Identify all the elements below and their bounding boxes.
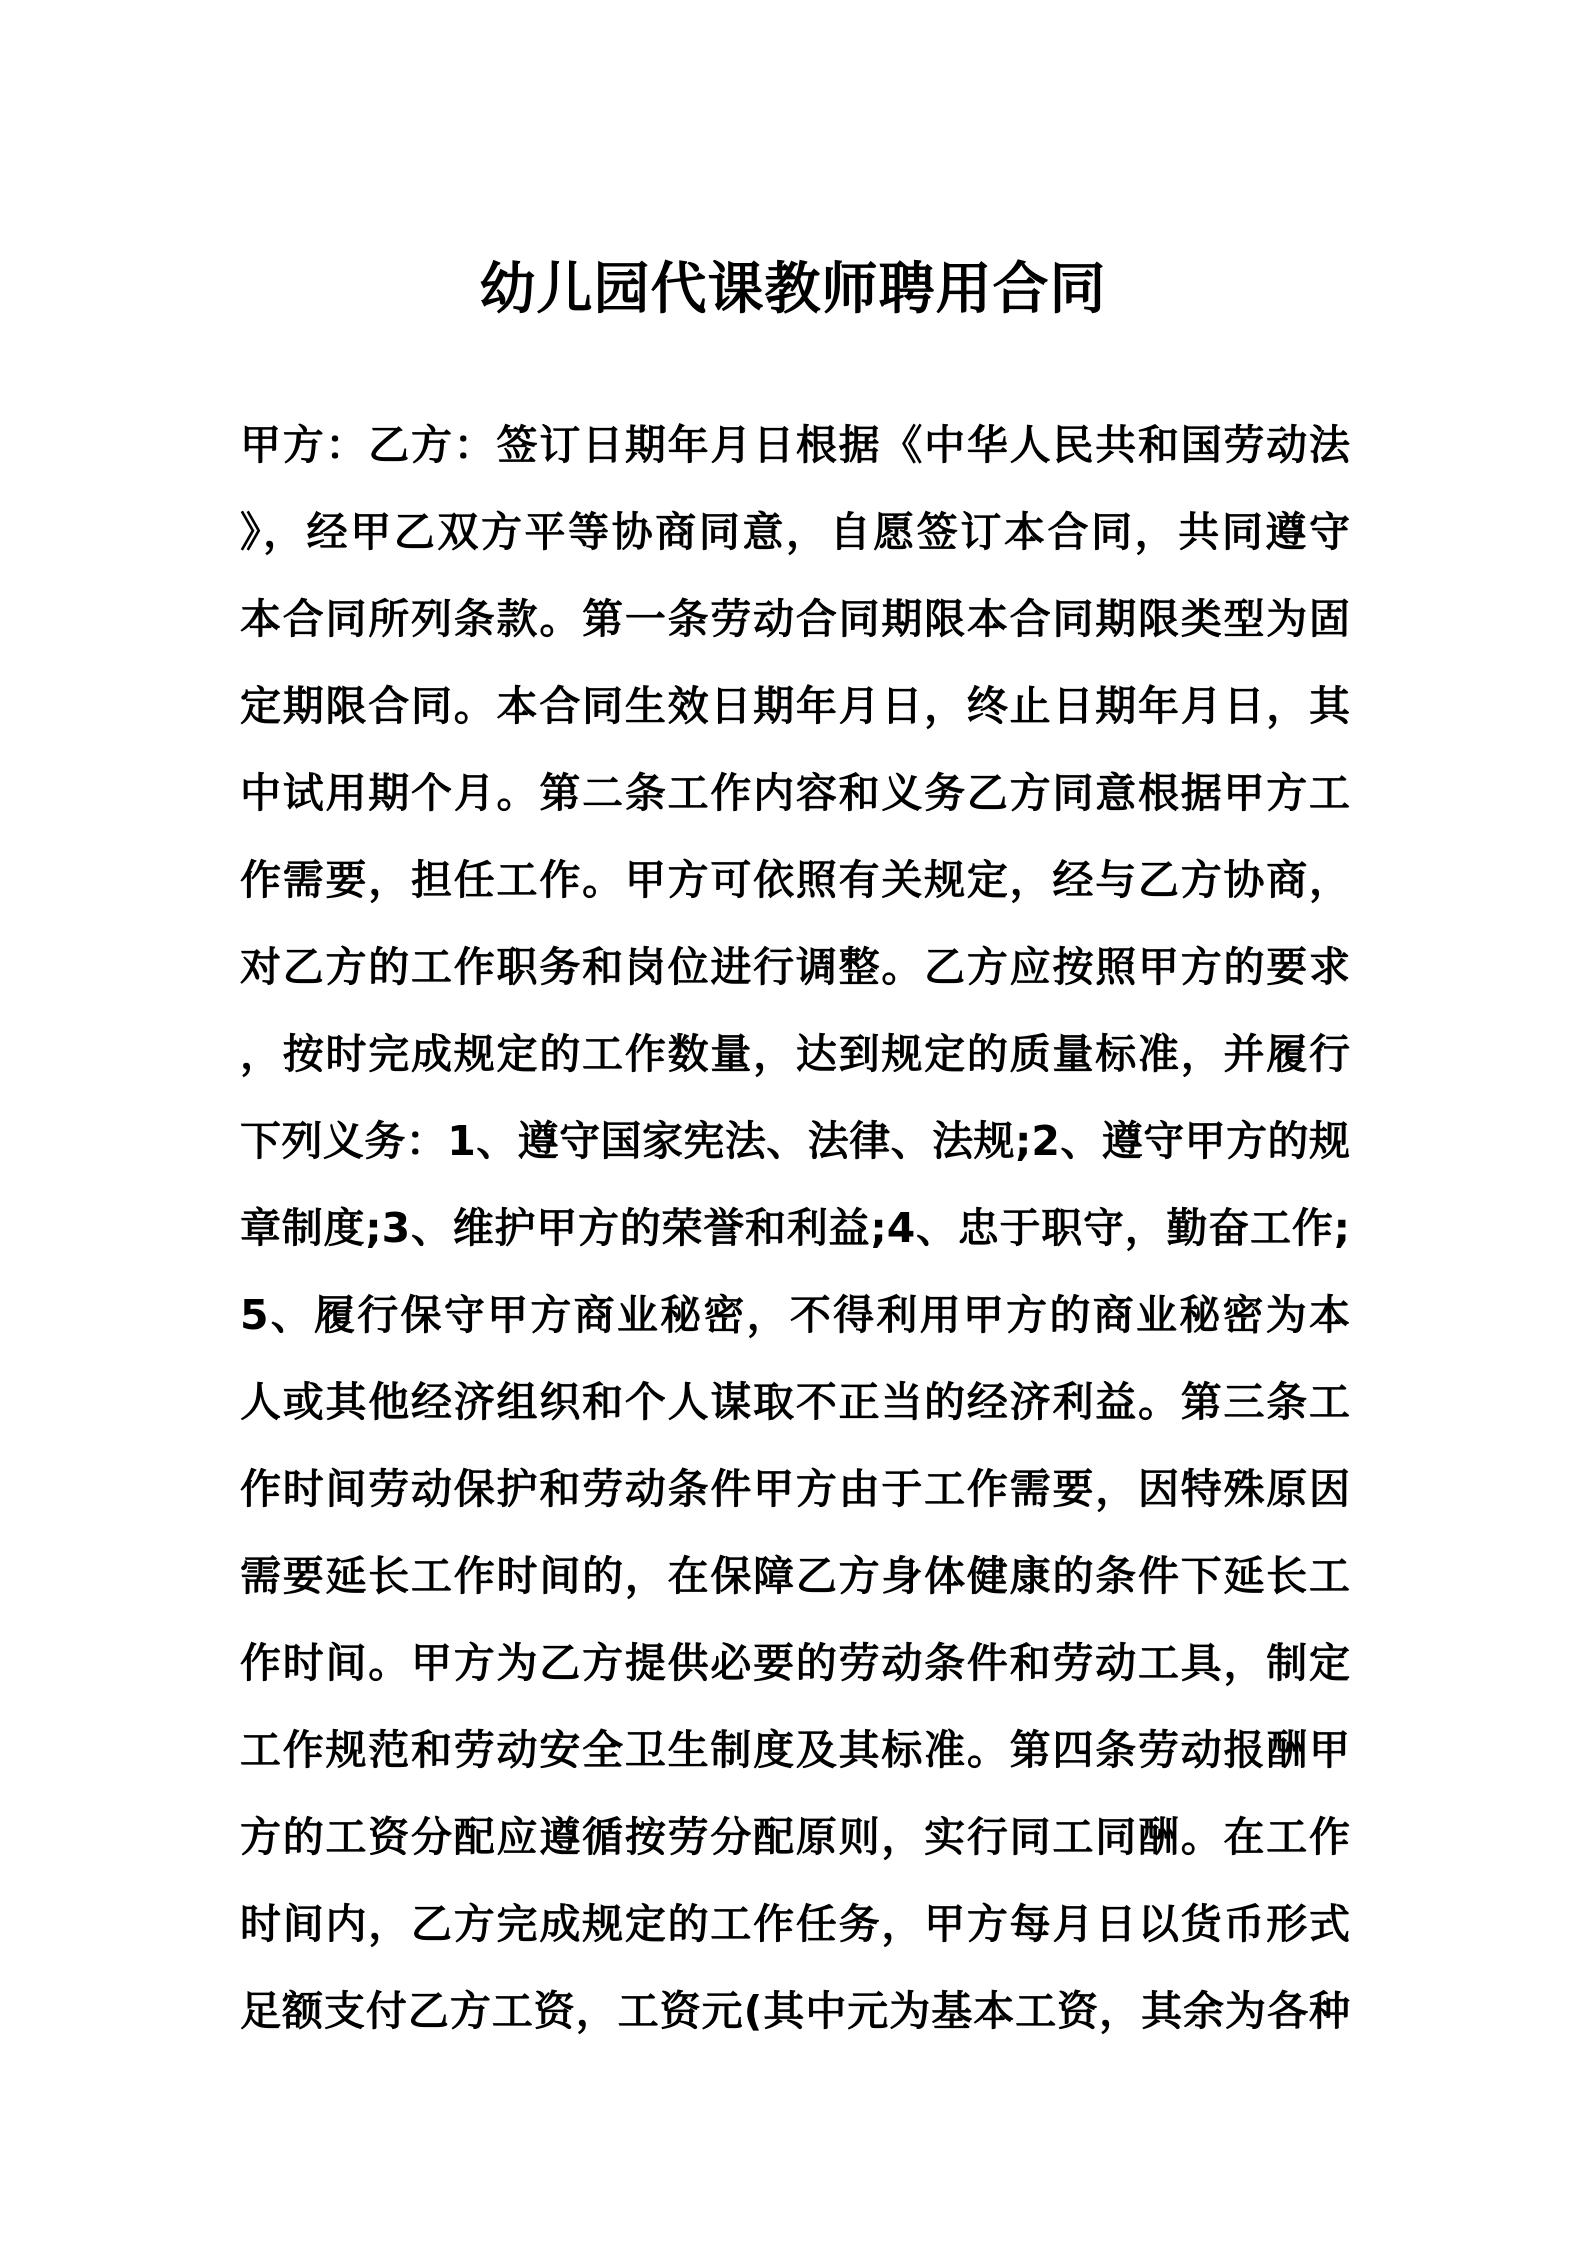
body-line: 中试用期个月。第二条工作内容和义务乙方同意根据甲方工: [240, 769, 1350, 817]
body-line: 时间内，乙方完成规定的工作任务，甲方每月日以货币形式: [240, 1900, 1350, 1948]
body-line: 》，经甲乙双方平等协商同意，自愿签订本合同，共同遵守: [240, 508, 1350, 556]
body-line: 方的工资分配应遵循按劳分配原则，实行同工同酬。在工作: [240, 1813, 1350, 1861]
body-line: 人或其他经济组织和个人谋取不正当的经济利益。第三条工: [240, 1378, 1350, 1426]
body-line: 足额支付乙方工资，工资元(其中元为基本工资，其余为各种: [240, 1987, 1350, 2035]
document-title: 幼儿园代课教师聘用合同: [479, 257, 1107, 322]
body-line: 本合同所列条款。第一条劳动合同期限本合同期限类型为固: [240, 595, 1350, 643]
body-line: 作时间劳动保护和劳动条件甲方由于工作需要，因特殊原因: [240, 1465, 1350, 1513]
body-line: ，按时完成规定的工作数量，达到规定的质量标准，并履行: [240, 1030, 1350, 1078]
body-line: 作需要，担任工作。甲方可依照有关规定，经与乙方协商，: [240, 856, 1350, 904]
body-line: 下列义务：1、遵守国家宪法、法律、法规;2、遵守甲方的规: [240, 1117, 1350, 1165]
body-line: 对乙方的工作职务和岗位进行调整。乙方应按照甲方的要求: [240, 943, 1350, 991]
body-line: 作时间。甲方为乙方提供必要的劳动条件和劳动工具，制定: [240, 1639, 1350, 1687]
body-line: 需要延长工作时间的，在保障乙方身体健康的条件下延长工: [240, 1552, 1350, 1600]
document-body: [240, 402, 1350, 2055]
body-line: 定期限合同。本合同生效日期年月日，终止日期年月日，其: [240, 682, 1350, 730]
body-line: 甲方：乙方：签订日期年月日根据《中华人民共和国劳动法: [240, 421, 1350, 469]
body-line: 工作规范和劳动安全卫生制度及其标准。第四条劳动报酬甲: [240, 1726, 1350, 1774]
body-line: 章制度;3、维护甲方的荣誉和利益;4、忠于职守，勤奋工作;: [240, 1204, 1350, 1252]
body-line: 5、履行保守甲方商业秘密，不得利用甲方的商业秘密为本: [240, 1291, 1350, 1339]
